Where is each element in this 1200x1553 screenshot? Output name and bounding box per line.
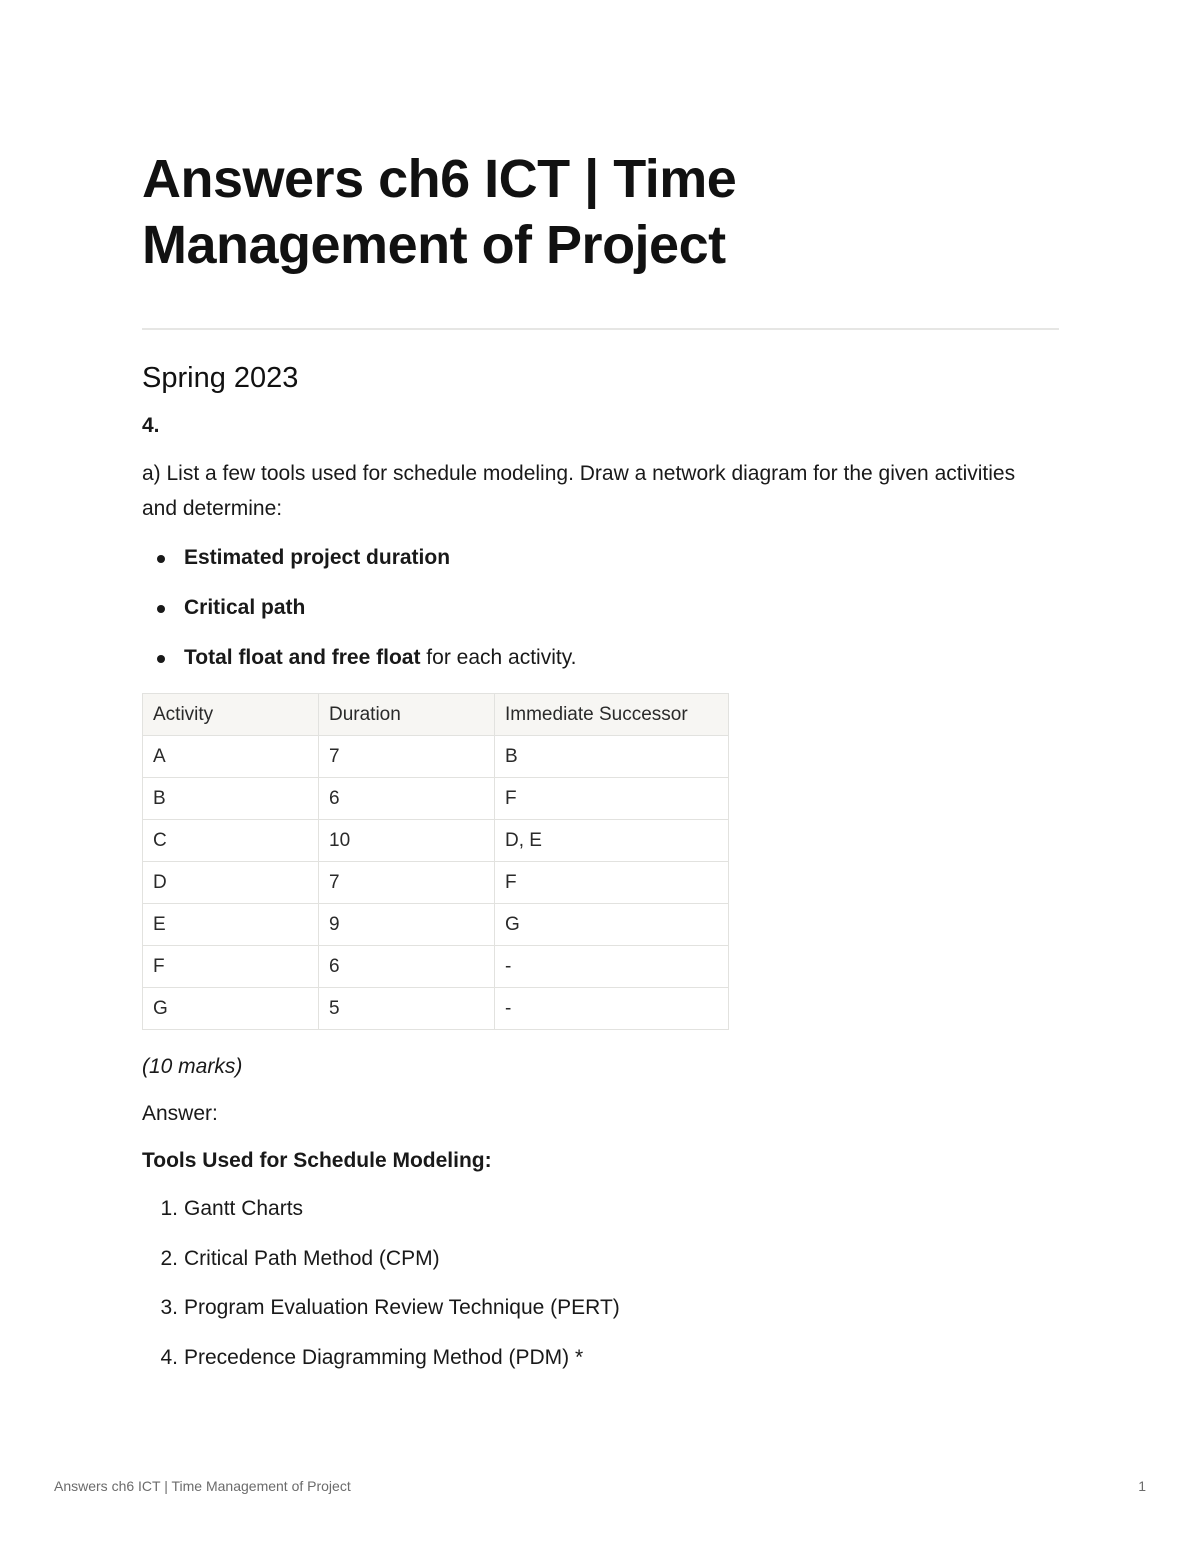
answer-label: Answer:	[142, 1102, 218, 1125]
list-item-bold: Critical path	[184, 596, 306, 619]
bullet-icon	[157, 655, 165, 663]
list-item-bold: Total float and free float	[184, 646, 421, 669]
tools-list	[160, 1191, 620, 1389]
table-row	[143, 946, 729, 988]
list-number: 2.	[160, 1246, 178, 1270]
divider	[142, 328, 1059, 330]
bullet-icon	[157, 605, 165, 613]
list-number: 1.	[160, 1197, 178, 1220]
cell-activity: B	[143, 778, 319, 820]
cell-successor: -	[495, 988, 729, 1030]
cell-activity: G	[143, 988, 319, 1030]
cell-activity: F	[143, 946, 319, 988]
header-duration: Duration	[319, 694, 495, 736]
list-item	[160, 1340, 620, 1390]
list-item	[142, 640, 576, 690]
list-item	[160, 1290, 620, 1340]
cell-activity: C	[143, 820, 319, 862]
cell-successor: G	[495, 904, 729, 946]
cell-successor: F	[495, 778, 729, 820]
cell-activity: E	[143, 904, 319, 946]
cell-duration: 6	[319, 778, 495, 820]
table-row	[143, 778, 729, 820]
cell-activity: D	[143, 862, 319, 904]
cell-duration: 10	[319, 820, 495, 862]
question-number: 4.	[142, 414, 160, 437]
page-title: Answers ch6 ICT | Time Management of Project	[142, 149, 737, 275]
marks-note: (10 marks)	[142, 1055, 243, 1078]
section-heading: Spring 2023	[142, 362, 299, 394]
question-text: a) List a few tools used for schedule modeling. Draw a network diagram for the given activities and determine:	[142, 462, 1016, 520]
table-header-row	[143, 694, 729, 736]
cell-successor: B	[495, 736, 729, 778]
table-row	[143, 862, 729, 904]
list-item-text: for each activity.	[420, 646, 577, 669]
table-row	[143, 820, 729, 862]
bullet-icon	[157, 555, 165, 563]
list-item	[160, 1191, 620, 1241]
list-item-text: Precedence Diagramming Method (PDM) *	[184, 1345, 584, 1369]
list-item-text: Program Evaluation Review Technique (PERT)	[184, 1296, 620, 1319]
list-item	[142, 540, 576, 590]
cell-duration: 6	[319, 946, 495, 988]
table-row	[143, 904, 729, 946]
list-item-text: Critical Path Method (CPM)	[184, 1246, 440, 1270]
page-number: 1	[1138, 1478, 1146, 1494]
cell-duration: 7	[319, 862, 495, 904]
cell-successor: -	[495, 946, 729, 988]
list-item-text: Gantt Charts	[184, 1197, 304, 1220]
list-item	[142, 590, 576, 640]
list-number: 4.	[160, 1345, 178, 1369]
cell-activity: A	[143, 736, 319, 778]
header-successor: Immediate Successor	[495, 694, 729, 736]
footer-title: Answers ch6 ICT | Time Management of Project	[54, 1478, 351, 1494]
table-row	[143, 736, 729, 778]
list-number: 3.	[160, 1296, 178, 1319]
cell-successor: F	[495, 862, 729, 904]
cell-duration: 5	[319, 988, 495, 1030]
determine-list	[142, 540, 576, 690]
activity-table	[142, 693, 729, 1030]
table-row	[143, 988, 729, 1030]
header-activity: Activity	[143, 694, 319, 736]
list-item	[160, 1241, 620, 1291]
cell-successor: D, E	[495, 820, 729, 862]
cell-duration: 7	[319, 736, 495, 778]
tools-heading: Tools Used for Schedule Modeling:	[142, 1149, 492, 1172]
list-item-bold: Estimated project duration	[184, 546, 451, 569]
cell-duration: 9	[319, 904, 495, 946]
